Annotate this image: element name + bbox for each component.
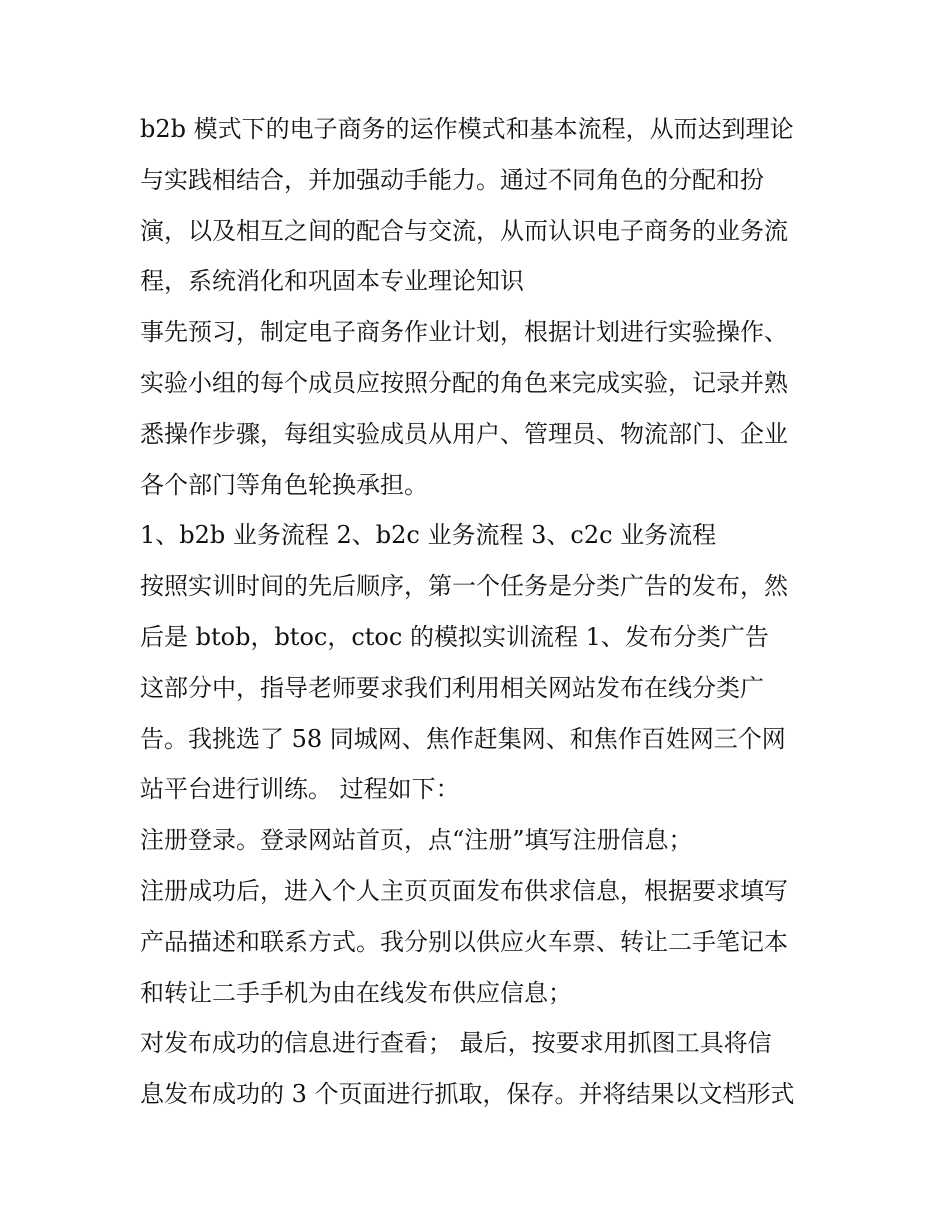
text-line: 事先预习，制定电子商务作业计划，根据计划进行实验操作、 bbox=[140, 318, 788, 347]
text-line: 和转让二手手机为由在线发布供应信息； bbox=[140, 978, 572, 1007]
text-line: 对发布成功的信息进行查看； 最后，按要求用抓图工具将信 bbox=[140, 1029, 772, 1058]
text-line: 站平台进行训练。 过程如下： bbox=[140, 775, 460, 804]
text-line: 1、b2b 业务流程 2、b2c 业务流程 3、c2c 业务流程 bbox=[140, 521, 717, 550]
text-line: 后是 btob，btoc，ctoc 的模拟实训流程 1、发布分类广告 bbox=[140, 622, 769, 651]
text-line: 实验小组的每个成员应按照分配的角色来完成实验，记录并熟 bbox=[140, 368, 788, 397]
text-line: 演，以及相互之间的配合与交流，从而认识电子商务的业务流 bbox=[140, 216, 788, 245]
text-line: 告。我挑选了 58 同城网、焦作赶集网、和焦作百姓网三个网 bbox=[140, 724, 786, 753]
text-line: 悉操作步骤，每组实验成员从用户、管理员、物流部门、企业 bbox=[140, 419, 788, 448]
text-line: 注册登录。登录网站首页，点“注册”填写注册信息； bbox=[140, 826, 693, 855]
text-line: b2b 模式下的电子商务的运作模式和基本流程，从而达到理论 bbox=[140, 115, 794, 143]
document-body bbox=[140, 104, 820, 1120]
text-line: 这部分中，指导老师要求我们利用相关网站发布在线分类广 bbox=[140, 673, 764, 702]
text-line: 程，系统消化和巩固本专业理论知识 bbox=[140, 267, 524, 296]
text-line: 各个部门等角色轮换承担。 bbox=[140, 470, 428, 499]
text-line: 与实践相结合，并加强动手能力。通过不同角色的分配和扮 bbox=[140, 165, 764, 194]
text-line: 产品描述和联系方式。我分别以供应火车票、转让二手笔记本 bbox=[140, 927, 788, 956]
text-line: 按照实训时间的先后顺序，第一个任务是分类广告的发布，然 bbox=[140, 572, 788, 601]
text-line: 注册成功后，进入个人主页页面发布供求信息，根据要求填写 bbox=[140, 876, 788, 905]
text-line: 息发布成功的 3 个页面进行抓取，保存。并将结果以文档形式 bbox=[140, 1080, 795, 1109]
